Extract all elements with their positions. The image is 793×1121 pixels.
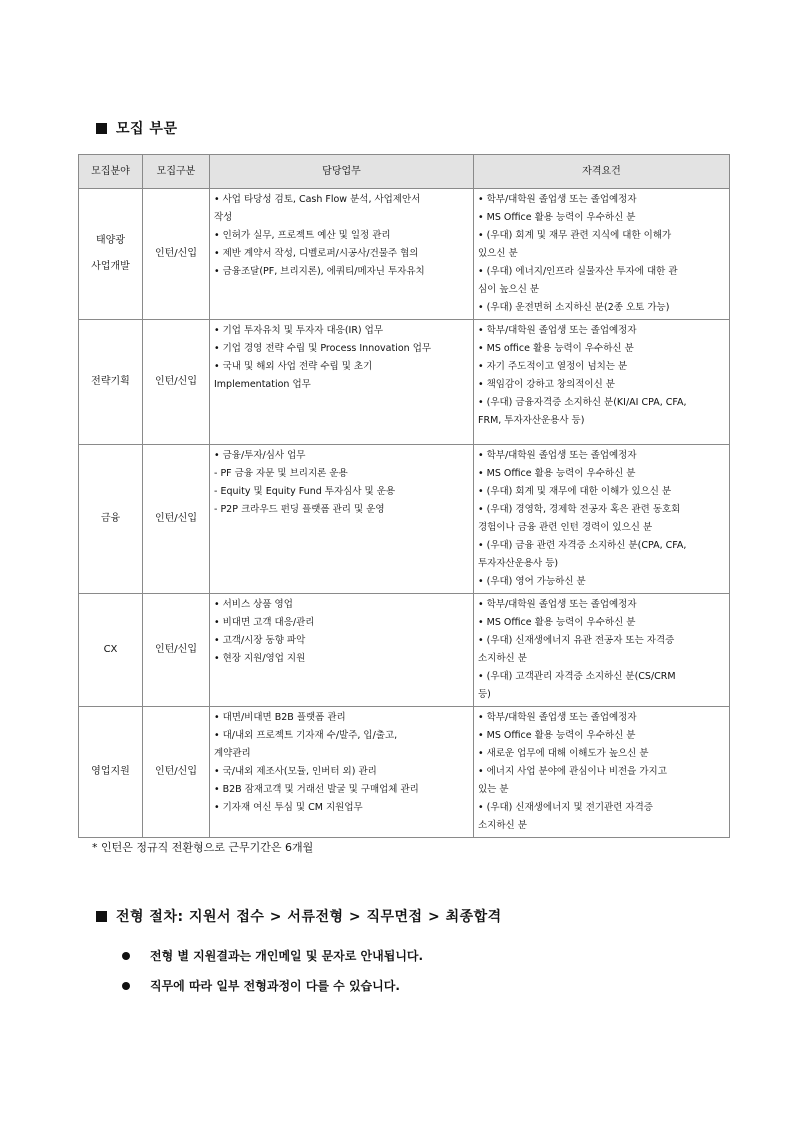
field-cell: 태양광 사업개발 [79,189,143,320]
type-cell: 인턴/신입 [143,594,210,707]
notice-list [0,945,423,1005]
type-cell: 인턴/신입 [143,189,210,320]
requirements-cell: • 학부/대학원 졸업생 또는 졸업예정자 • MS office 활용 능력이 우수하신 분 • 자기 주도적이고 열정이 넘치는 분 • 책임감이 강하고 창의적이신 분 • (우대) 금융자격증 소지하신 분(KI/AI CPA, CFA, FRM, 투자자산운용사 등) [474,320,730,445]
section-title-text: 모집 부문 [116,121,178,137]
intern-note: * 인턴은 정규직 전환형으로 근무기간은 6개월 [92,841,314,854]
header-requirements: 자격요건 [474,155,730,189]
table-row [79,594,730,707]
duties-cell: • 기업 투자유치 및 투자자 대응(IR) 업무 • 기업 경영 전략 수립 및 Process Innovation 업무 • 국내 및 해외 사업 전략 수립 및 초기 Implementation 업무 [210,320,474,445]
type-cell: 인턴/신입 [143,320,210,445]
table-row [79,320,730,445]
square-bullet-icon [96,123,107,134]
field-cell: 금융 [79,445,143,594]
table-row [79,189,730,320]
recruit-table [78,154,730,838]
bullet-dot-icon [122,952,130,960]
table-row [79,445,730,594]
header-duties: 담당업무 [210,155,474,189]
requirements-cell: • 학부/대학원 졸업생 또는 졸업예정자 • MS Office 활용 능력이 우수하신 분 • (우대) 신재생에너지 유관 전공자 또는 자격증 소지하신 분 • (우대) 고객관리 자격증 소지하신 분(CS/CRM 등) [474,594,730,707]
duties-cell: • 대면/비대면 B2B 플랫폼 관리 • 대/내외 프로젝트 기자재 수/발주, 입/출고, 계약관리 • 국/내외 제조사(모듈, 인버터 외) 관리 • B2B 잠재고객 및 거래선 발굴 및 구매업체 관리 • 기자재 여신 투심 및 CM 지원업무 [210,707,474,838]
field-cell: CX [79,594,143,707]
table-row [79,707,730,838]
table-header-row [79,155,730,189]
header-type: 모집구분 [143,155,210,189]
square-bullet-icon [96,911,107,922]
section-title-recruit [96,118,177,138]
type-cell: 인턴/신입 [143,707,210,838]
duties-cell: • 금융/투자/심사 업무 - PF 금융 자문 및 브리지론 운용 - Equity 및 Equity Fund 투자심사 및 운용 - P2P 크라우드 펀딩 플랫폼 관리 및 운영 [210,445,474,594]
type-cell: 인턴/신입 [143,445,210,594]
requirements-cell: • 학부/대학원 졸업생 또는 졸업예정자 • MS Office 활용 능력이 우수하신 분 • 새로운 업무에 대해 이해도가 높으신 분 • 에너지 사업 분야에 관심이나 비전을 가지고 있는 분 • (우대) 신재생에너지 및 전기관련 자격증 소지하신 분 [474,707,730,838]
list-item: 직무에 따라 일부 전형과정이 다를 수 있습니다. [0,975,423,1005]
section-title-process [96,906,502,926]
duties-cell: • 서비스 상품 영업 • 비대면 고객 대응/관리 • 고객/시장 동향 파악 • 현장 지원/영업 지원 [210,594,474,707]
requirements-cell: • 학부/대학원 졸업생 또는 졸업예정자 • MS Office 활용 능력이 우수하신 분 • (우대) 회계 및 재무 관련 지식에 대한 이해가 있으신 분 • (우대) 에너지/인프라 실물자산 투자에 대한 관 심이 높으신 분 • (우대) 운전면허 소지하신 분(2종 오토 가능) [474,189,730,320]
duties-cell: • 사업 타당성 검토, Cash Flow 분석, 사업제안서 작성 • 인허가 실무, 프로젝트 예산 및 일정 관리 • 제반 계약서 작성, 디벨로퍼/시공사/건물주 협의 • 금융조달(PF, 브리지론), 에쿼티/메자닌 투자유치 [210,189,474,320]
header-field: 모집분야 [79,155,143,189]
field-cell: 영업지원 [79,707,143,838]
field-cell: 전략기획 [79,320,143,445]
bullet-dot-icon [122,982,130,990]
section-title-text: 전형 절차: 지원서 접수 > 서류전형 > 직무면접 > 최종합격 [116,909,502,925]
list-item: 전형 별 지원결과는 개인메일 및 문자로 안내됩니다. [0,945,423,975]
requirements-cell: • 학부/대학원 졸업생 또는 졸업예정자 • MS Office 활용 능력이 우수하신 분 • (우대) 회계 및 재무에 대한 이해가 있으신 분 • (우대) 경영학, 경제학 전공자 혹은 관련 동호회 경험이나 금융 관련 인턴 경력이 있으신 분 • (우대) 금융 관련 자격증 소지하신 분(CPA, CFA, 투자자산운용사 등) • (우대) 영어 가능하신 분 [474,445,730,594]
